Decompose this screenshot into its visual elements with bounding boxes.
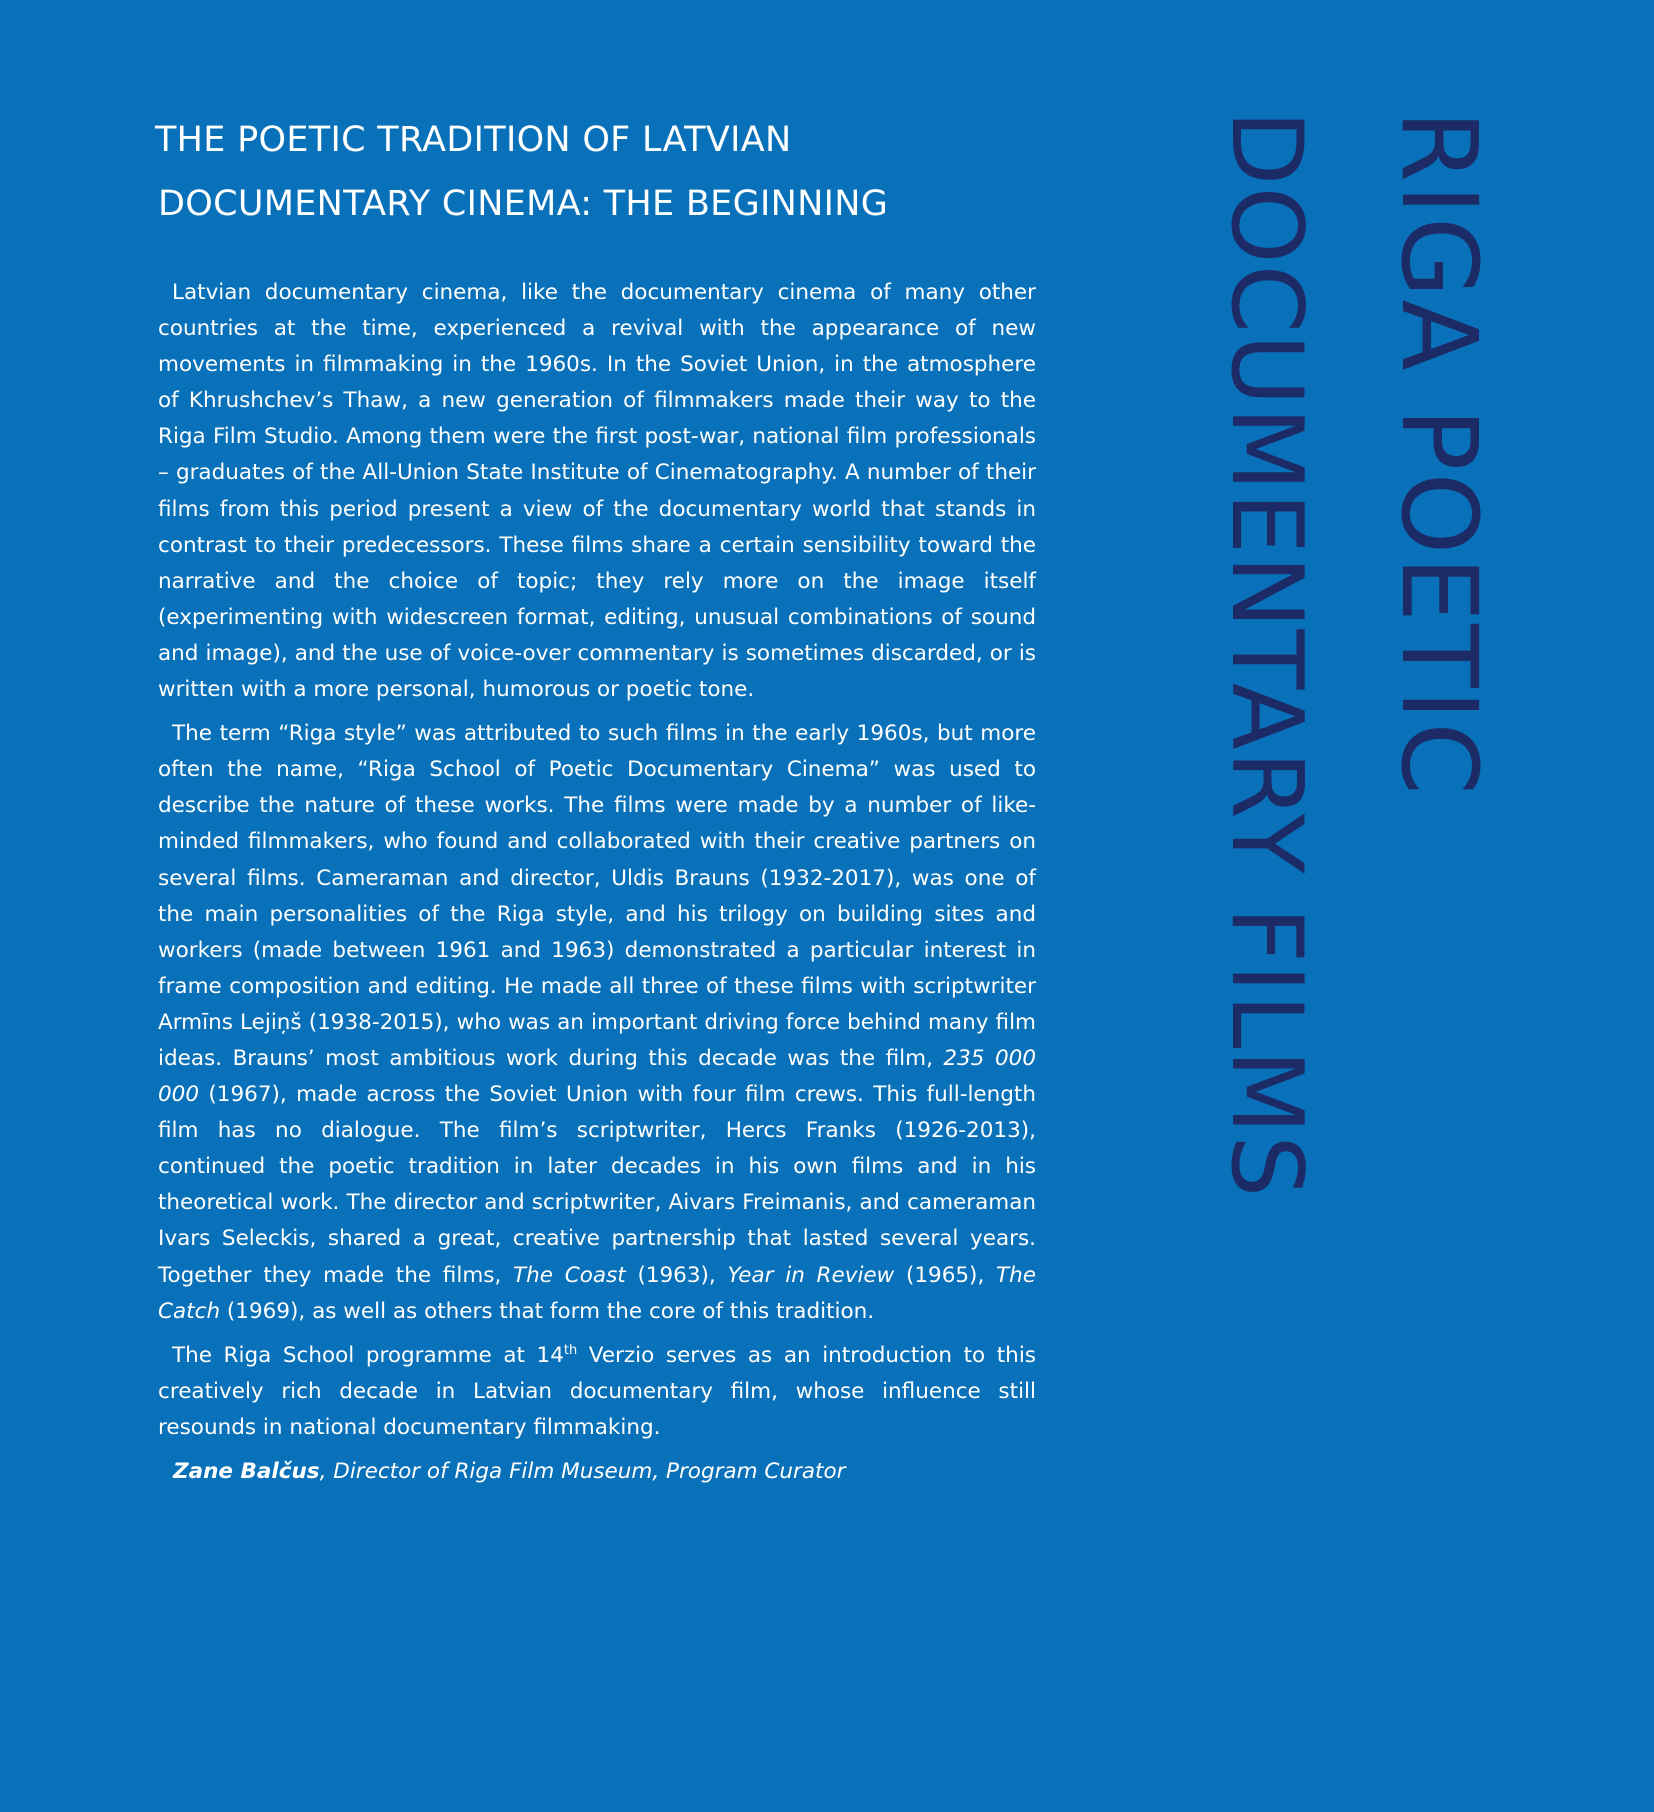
side-title-line-2: DOCUMENTARY FILMS (1209, 110, 1323, 1199)
paragraph-3-text: Verzio serves as an introduction to this creatively rich decade in Latvian documentary film, whose influence still resounds in national documentary filmmaking. (158, 1342, 1036, 1440)
article-heading (155, 108, 975, 236)
heading-line-2: DOCUMENTARY CINEMA: THE BEGINNING (158, 184, 889, 224)
paragraph-1: Latvian documentary cinema, like the documentary cinema of many other countries at the time, experienced a revival with the appearance of new movements in filmmaking in the 1960s. In the Soviet Union, in the atmosphere of Khrushchev’s Thaw, a new generation of filmmakers made their way to the Riga Film Studio. Among them were the first post-war, national film professionals – graduates of the All-Union State Institute of Cinematography. A number of their films from this period present a view of the documentary world that stands in contrast to their predecessors. These films share a certain sensibility toward the narrative and the choice of topic; they rely more on the image itself (experimenting with widescreen format, editing, unusual combinations of sound and image), and the use of voice-over commentary is sometimes discarded, or is written with a more personal, humorous or poetic tone. (158, 280, 1036, 703)
author-name: Zane Balčus (173, 1459, 320, 1484)
paragraph-2-text: (1963), (625, 1262, 728, 1288)
paragraph-2-text: (1969), as well as others that form the core of this tradition. (220, 1298, 875, 1324)
film-title: The Catch (158, 1262, 1037, 1324)
paragraph-2-text: (1965), (894, 1262, 997, 1288)
paragraph-2 (158, 716, 1036, 1330)
film-title: The Coast (513, 1262, 626, 1288)
film-title: Year in Review (727, 1262, 895, 1288)
paragraph-2-text: The term “Riga style” was attributed to such films in the early 1960s, but more often the name, “Riga School of Poetic Documentary Cinema” was used to describe the nature of these works. The films were made by a number of like-minded filmmakers, who found and collaborated with their creative partners on several films. Cameraman and director, Uldis Brauns (1932-2017), was one of the main personalities of the Riga style, and his trilogy on building sites and workers (made between 1961 and 1963) demonstrated a particular interest in frame composition and editing. He made all three of these films with scriptwriter Armīns Lejiņš (1938-2015), who was an important driving force behind many film ideas. Brauns’ most ambitious work during this decade was the film, (158, 721, 1036, 1071)
author-role: , Director of Riga Film Museum, Program Curator (319, 1459, 846, 1484)
heading-line-1: THE POETIC TRADITION OF LATVIAN (155, 120, 792, 160)
film-title: 235 000 000 (158, 1045, 1036, 1108)
paragraph-3 (158, 1338, 1036, 1446)
paragraph-2-text: (1967), made across the Soviet Union with four film crews. This full-length film has no dialogue. The film’s scriptwriter, Hercs Franks (1926-2013), continued the poetic tradition in later decades in his own films and in his theoretical work. The director and scriptwriter, Aivars Freimanis, and cameraman Ivars Seleckis, shared a great, creative partnership that lasted several years. Together they made the films, (158, 1082, 1036, 1288)
superscript: th (563, 1342, 578, 1358)
article-body (158, 275, 1036, 1490)
author-signature (158, 1454, 1036, 1490)
side-title-line-1: RIGA POETIC (1378, 110, 1500, 797)
paragraph-3-text: The Riga School programme at 14 (172, 1342, 564, 1368)
side-title (1200, 110, 1500, 1490)
